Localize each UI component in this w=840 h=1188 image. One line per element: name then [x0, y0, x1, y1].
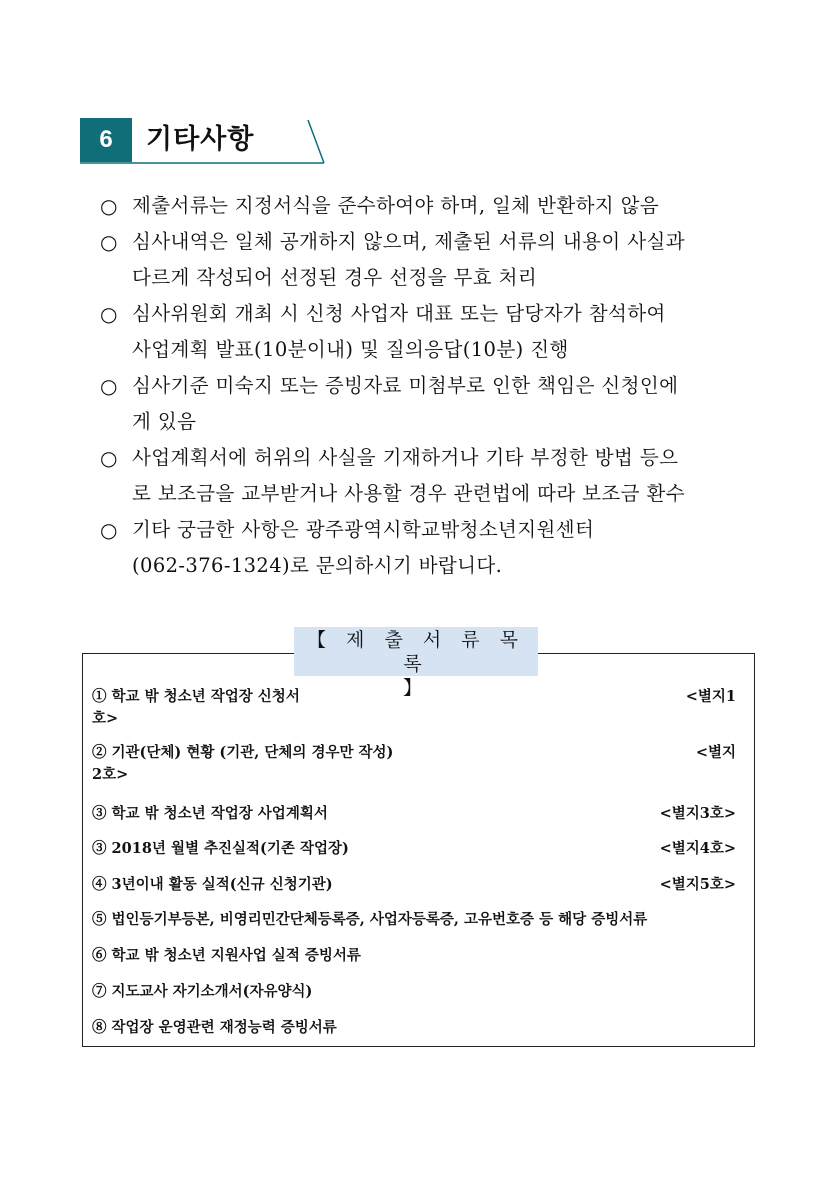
circle-bullet-icon: ○	[100, 230, 118, 254]
document-row	[92, 909, 740, 945]
item-line: 심사기준 미숙지 또는 증빙자료 미첨부로 인한 책임은 신청인에	[132, 374, 679, 397]
document-list-title-line2: 】	[402, 677, 429, 699]
list-item	[100, 188, 762, 224]
list-item	[100, 512, 762, 584]
document-row-text: ③ 2018년 월별 추진실적(기존 작업장)	[92, 840, 349, 857]
section-header	[80, 118, 325, 164]
document-row-tag: <별지4호>	[659, 840, 736, 857]
document-row	[92, 874, 740, 909]
circle-bullet-icon: ○	[100, 302, 118, 326]
circle-bullet-icon: ○	[100, 446, 118, 470]
document-list-title-line1: 【 제 출 서 류 목 록	[307, 629, 525, 675]
document-row-text: ⑤ 법인등기부등본, 비영리민간단체등록증, 사업자등록증, 고유번호증 등 해당 증빙서류	[92, 911, 648, 928]
item-line: 사업계획 발표(10분이내) 및 질의응답(10분) 진행	[132, 338, 569, 361]
document-row-text: ⑧ 작업장 운영관련 재정능력 증빙서류	[92, 1019, 337, 1036]
document-row	[92, 981, 740, 1017]
section-number: 6	[80, 118, 132, 162]
document-row-text: ② 기관(단체) 현황 (기관, 단체의 경우만 작성)	[92, 744, 394, 761]
document-row-tag: <별지5호>	[659, 876, 736, 893]
item-line: 기타 궁금한 사항은 광주광역시학교밖청소년지원센터	[132, 518, 595, 541]
circle-bullet-icon: ○	[100, 518, 118, 542]
document-row	[92, 686, 740, 742]
list-item	[100, 368, 762, 440]
item-line: 심사내역은 일체 공개하지 않으며, 제출된 서류의 내용이 사실과	[132, 230, 685, 253]
document-row-text: ④ 3년이내 활동 실적(신규 신청기관)	[92, 876, 333, 893]
notes-list	[100, 188, 762, 584]
document-row	[92, 803, 740, 838]
list-item	[100, 440, 762, 512]
document-row	[92, 742, 740, 803]
list-item	[100, 224, 762, 296]
document-rows	[92, 686, 740, 1053]
document-list-title	[294, 627, 538, 699]
item-line: 사업계획서에 허위의 사실을 기재하거나 기타 부정한 방법 등으	[132, 446, 679, 469]
document-row-wrap: 호>	[92, 710, 119, 727]
item-line: 심사위원회 개최 시 신청 사업자 대표 또는 담당자가 참석하여	[132, 302, 666, 325]
document-row-text: ③ 학교 밖 청소년 작업장 사업계획서	[92, 805, 328, 822]
document-row-tag: <별지1	[685, 688, 736, 705]
document-row	[92, 1017, 740, 1053]
list-item	[100, 296, 762, 368]
document-row	[92, 838, 740, 874]
circle-bullet-icon: ○	[100, 194, 118, 218]
section-title: 기타사항	[146, 124, 255, 155]
item-line: 로 보조금을 교부받거나 사용할 경우 관련법에 따라 보조금 환수	[132, 482, 685, 505]
item-line: 게 있음	[132, 410, 197, 433]
document-row-text: ⑥ 학교 밖 청소년 지원사업 실적 증빙서류	[92, 947, 361, 964]
item-line: 다르게 작성되어 선정된 경우 선정을 무효 처리	[132, 266, 538, 289]
item-line: 제출서류는 지정서식을 준수하여야 하며, 일체 반환하지 않음	[132, 194, 660, 217]
document-row-tag: <별지3호>	[659, 805, 736, 822]
document-row-text: ⑦ 지도교사 자기소개서(자유양식)	[92, 983, 313, 1000]
item-line: (062-376-1324)로 문의하시기 바랍니다.	[132, 554, 503, 577]
document-row	[92, 945, 740, 981]
document-row-tag: <별지	[695, 744, 736, 761]
circle-bullet-icon: ○	[100, 374, 118, 398]
document-row-wrap: 2호>	[92, 766, 129, 783]
document-row-text: ① 학교 밖 청소년 작업장 신청서	[92, 688, 300, 705]
